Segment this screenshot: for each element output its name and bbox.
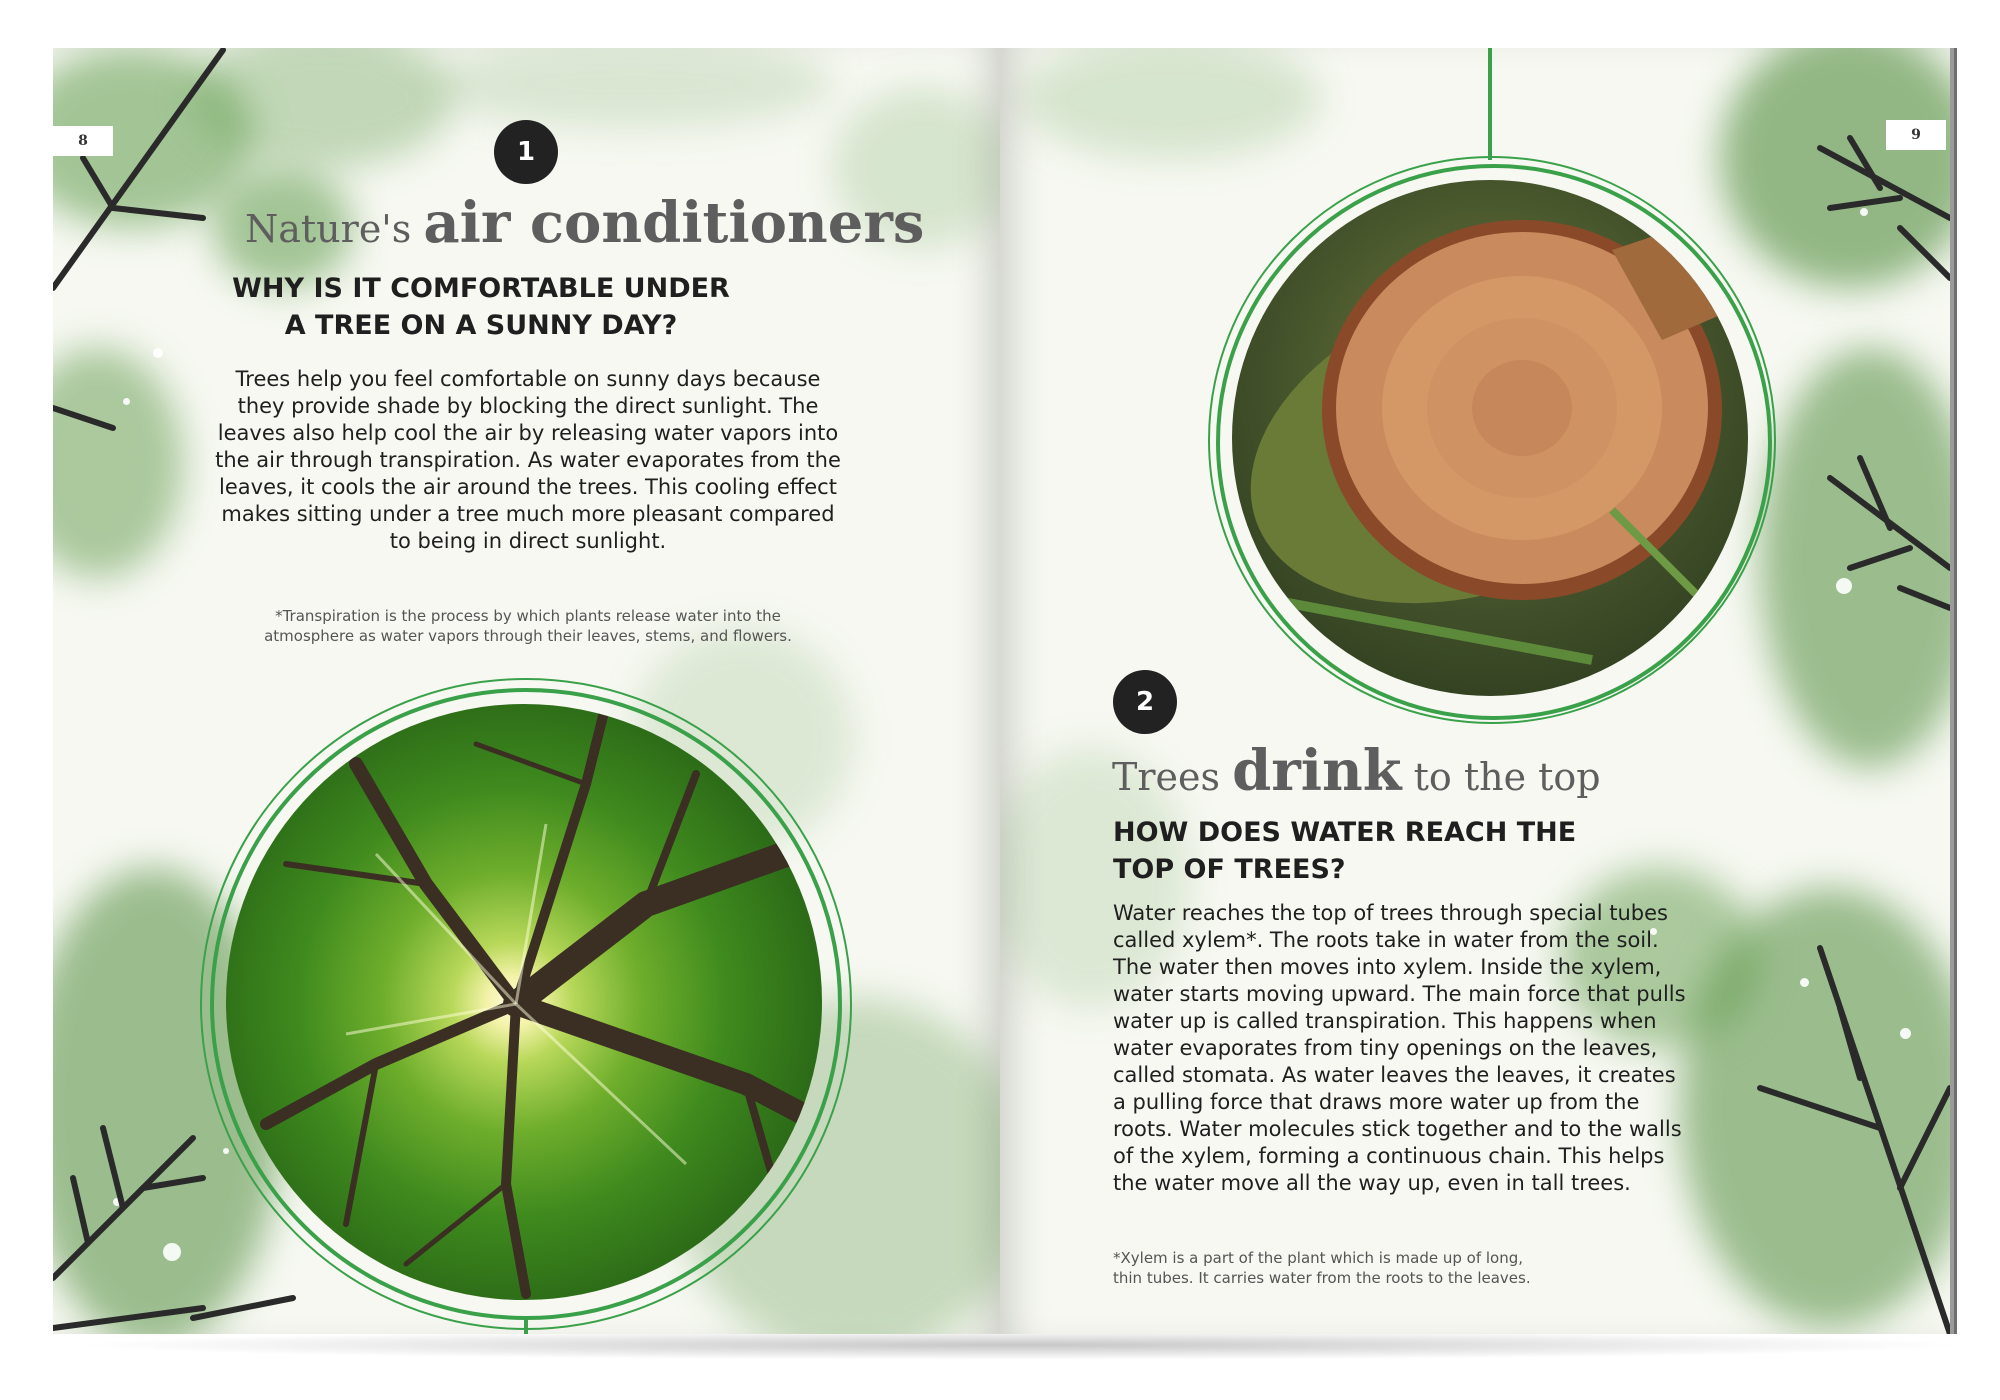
body-line: water evaporates from tiny openings on the leaves, <box>1113 1036 1658 1060</box>
section-question <box>231 270 731 344</box>
body-line: to being in direct sunlight. <box>389 529 667 553</box>
page-number: 9 <box>1886 120 1946 150</box>
left-page <box>53 48 1000 1334</box>
question-line: TOP OF TREES? <box>1113 854 1346 885</box>
body-line: they provide shade by blocking the direct sunlight. The <box>237 394 819 418</box>
connector-line <box>524 1316 528 1334</box>
body-line: roots. Water molecules stick together and to the walls <box>1113 1117 1682 1141</box>
body-line: leaves also help cool the air by releasing water vapors into <box>217 421 839 445</box>
section-title <box>245 190 924 256</box>
body-line: Trees help you feel comfortable on sunny days because <box>235 367 821 391</box>
connector-line <box>1488 48 1492 160</box>
body-line: The water then moves into xylem. Inside the xylem, <box>1113 955 1662 979</box>
section-question <box>1113 814 1673 888</box>
question-line: HOW DOES WATER REACH THE <box>1113 817 1577 848</box>
title-emphasis: drink <box>1232 738 1402 804</box>
body-line: water up is called transpiration. This happens when <box>1113 1009 1657 1033</box>
body-paragraph <box>1113 900 1713 1197</box>
branches-overlay <box>226 704 822 1300</box>
section-title <box>1112 738 1601 804</box>
section-number-badge: 2 <box>1113 670 1177 734</box>
right-page <box>1000 48 1950 1334</box>
section-number-badge: 1 <box>494 120 558 184</box>
question-line: WHY IS IT COMFORTABLE UNDER <box>232 273 730 304</box>
cut-log-photo <box>1232 180 1748 696</box>
body-line: the air through transpiration. As water evaporates from the <box>215 448 841 472</box>
footnote <box>228 606 828 646</box>
body-line: the water move all the way up, even in tall trees. <box>1113 1171 1631 1195</box>
body-line: leaves, it cools the air around the trees. This cooling effect <box>219 475 837 499</box>
body-line: Water reaches the top of trees through special tubes <box>1113 901 1668 925</box>
body-line: called xylem*. The roots take in water from the soil. <box>1113 928 1659 952</box>
title-part: Nature's <box>245 207 424 251</box>
body-line: called stomata. As water leaves the leaves, it creates <box>1113 1063 1676 1087</box>
booklet-shadow <box>70 1330 1970 1360</box>
body-line: a pulling force that draws more water up from the <box>1113 1090 1640 1114</box>
title-part: Trees <box>1112 755 1233 799</box>
tree-canopy-photo <box>226 704 822 1300</box>
footnote-line: atmosphere as water vapors through their leaves, stems, and flowers. <box>264 627 792 645</box>
footnote-line: *Xylem is a part of the plant which is made up of long, <box>1113 1249 1524 1267</box>
question-line: A TREE ON A SUNNY DAY? <box>284 310 678 341</box>
log-illustration <box>1232 180 1748 696</box>
body-paragraph <box>203 366 853 555</box>
title-emphasis: air conditioners <box>423 190 925 256</box>
footnote <box>1113 1248 1573 1288</box>
title-part: to the top <box>1401 755 1601 799</box>
body-line: makes sitting under a tree much more pleasant compared <box>221 502 835 526</box>
footnote-line: *Transpiration is the process by which plants release water into the <box>275 607 781 625</box>
body-line: water starts moving upward. The main force that pulls <box>1113 982 1686 1006</box>
footnote-line: thin tubes. It carries water from the roots to the leaves. <box>1113 1269 1531 1287</box>
page-number: 8 <box>53 126 113 156</box>
body-line: of the xylem, forming a continuous chain. This helps <box>1113 1144 1665 1168</box>
